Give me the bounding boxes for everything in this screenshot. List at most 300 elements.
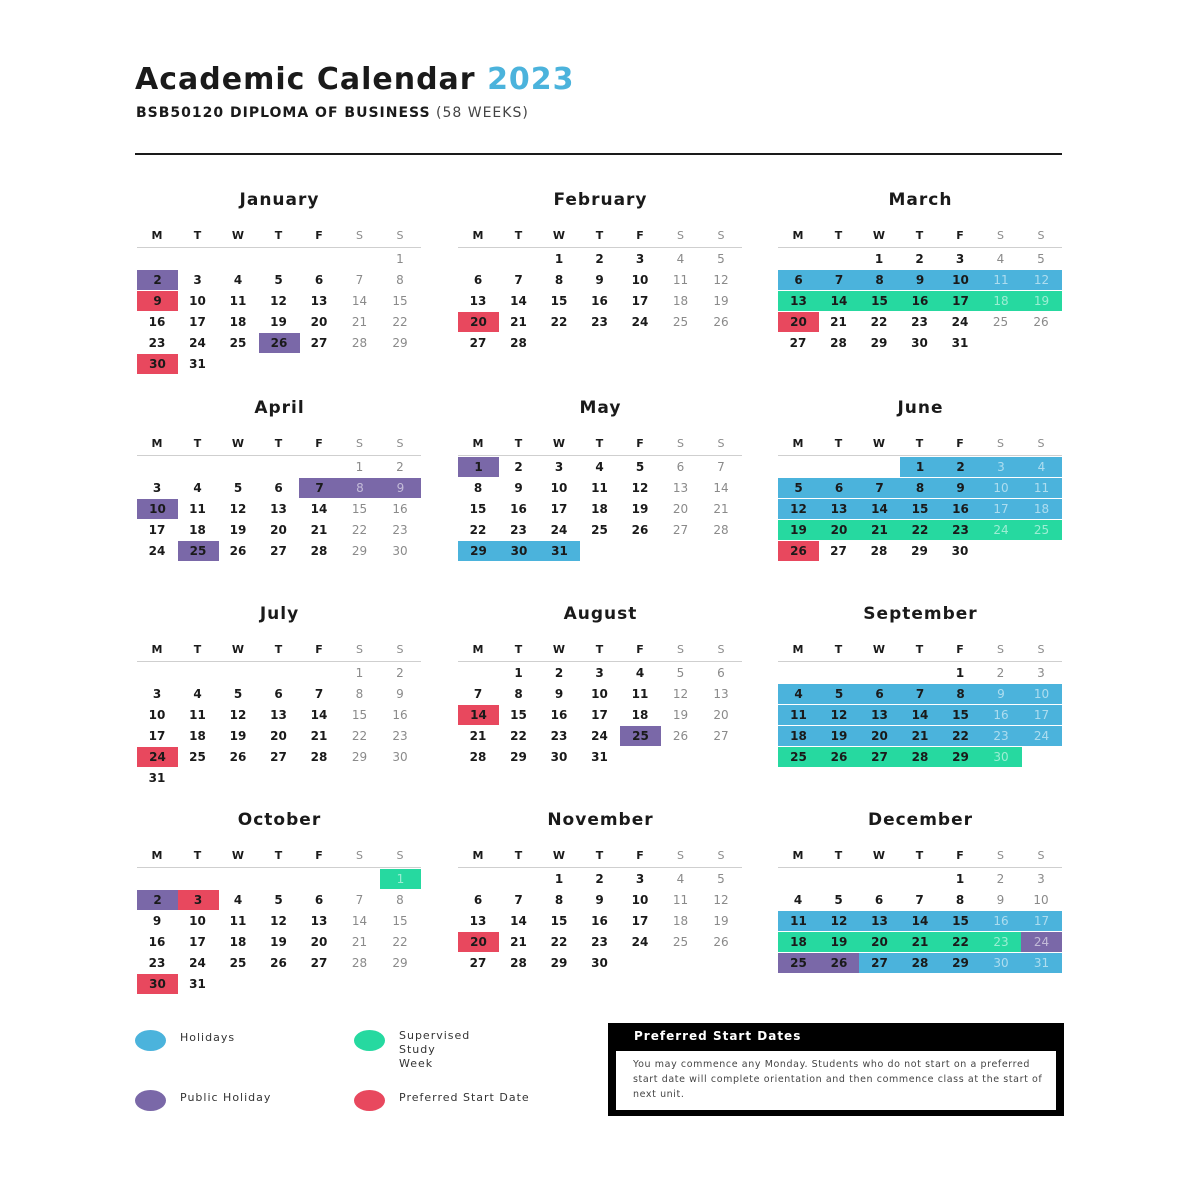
day-cell: 20 — [819, 520, 860, 540]
day-cell: 3 — [981, 457, 1022, 477]
weekday-header: M — [472, 643, 484, 656]
month-october — [137, 810, 422, 1000]
day-cell: 1 — [554, 252, 564, 266]
day-cell: 5 — [274, 893, 283, 907]
day-cell: 17 — [189, 315, 206, 329]
day-cell: 15 — [550, 294, 568, 308]
day-cell: 10 — [189, 294, 206, 308]
day-cell: 20 — [458, 932, 499, 952]
course-name: BSB50120 DIPLOMA OF BUSINESS — [136, 105, 431, 121]
month-may — [458, 398, 743, 588]
day-cell: 7 — [514, 273, 523, 287]
day-cell: 22 — [469, 523, 487, 537]
day-cell: 7 — [717, 460, 725, 474]
day-cell: 23 — [510, 523, 527, 537]
day-cell: 1 — [900, 457, 941, 477]
day-cell: 1 — [355, 666, 364, 680]
day-cell: 20 — [270, 523, 287, 537]
day-cell: 8 — [473, 481, 483, 495]
day-cell: 1 — [874, 252, 884, 266]
day-cell: 30 — [499, 541, 540, 561]
weekday-header: S — [356, 849, 363, 862]
weekday-divider — [137, 247, 421, 248]
day-cell: 9 — [380, 478, 421, 498]
day-cell: 26 — [819, 953, 860, 973]
day-cell: 25 — [178, 541, 219, 561]
day-cell: 28 — [900, 747, 941, 767]
day-cell: 9 — [137, 291, 178, 311]
day-cell: 24 — [148, 544, 166, 558]
day-cell: 25 — [672, 315, 689, 329]
day-cell: 12 — [713, 893, 729, 907]
weekday-header: S — [396, 437, 404, 450]
day-cell: 2 — [996, 872, 1005, 886]
day-cell: 20 — [672, 502, 689, 516]
day-cell: 1 — [380, 869, 421, 889]
day-cell: 9 — [554, 687, 564, 701]
day-cell: 3 — [595, 666, 604, 680]
day-cell: 28 — [310, 750, 328, 764]
day-cell: 11 — [189, 502, 206, 516]
day-cell: 12 — [713, 273, 729, 287]
month-name: November — [547, 810, 654, 830]
day-cell: 20 — [778, 312, 819, 332]
day-cell: 15 — [469, 502, 487, 516]
page-subtitle — [136, 105, 529, 121]
day-cell: 9 — [996, 893, 1005, 907]
day-cell: 11 — [229, 914, 247, 928]
day-cell: 9 — [152, 914, 162, 928]
day-cell: 17 — [189, 935, 206, 949]
day-cell: 13 — [469, 294, 487, 308]
day-cell: 27 — [310, 956, 328, 970]
weekday-header: M — [792, 643, 804, 656]
day-cell: 14 — [900, 911, 941, 931]
weekday-header: S — [997, 437, 1004, 450]
month-august — [458, 604, 743, 794]
day-cell: 16 — [148, 315, 166, 329]
month-name: February — [553, 190, 648, 210]
day-cell: 15 — [351, 502, 368, 516]
day-cell: 8 — [940, 684, 981, 704]
page-title — [135, 62, 575, 97]
day-cell: 9 — [396, 687, 404, 701]
day-cell: 17 — [631, 914, 649, 928]
day-cell: 25 — [672, 935, 689, 949]
day-cell: 5 — [233, 687, 243, 701]
day-cell: 22 — [940, 932, 981, 952]
day-cell: 19 — [713, 294, 729, 308]
day-cell: 26 — [229, 750, 247, 764]
day-cell: 4 — [193, 481, 202, 495]
day-cell: 10 — [148, 708, 166, 722]
day-cell: 23 — [940, 520, 981, 540]
preferred-start-swatch-icon — [354, 1090, 385, 1111]
day-cell: 6 — [717, 666, 725, 680]
day-cell: 1 — [955, 666, 965, 680]
day-cell: 3 — [1037, 666, 1045, 680]
day-cell: 18 — [778, 932, 819, 952]
day-cell: 18 — [631, 708, 649, 722]
weekday-header: T — [915, 229, 924, 242]
weekday-header: M — [151, 437, 163, 450]
day-cell: 15 — [859, 291, 900, 311]
weekday-header: W — [872, 643, 886, 656]
day-cell: 15 — [351, 708, 368, 722]
day-cell: 23 — [981, 932, 1022, 952]
day-cell: 2 — [915, 252, 924, 266]
weekday-header: M — [151, 849, 163, 862]
day-cell: 22 — [351, 523, 368, 537]
day-cell: 10 — [940, 270, 981, 290]
day-cell: 16 — [591, 914, 608, 928]
title-year: 2023 — [487, 62, 575, 97]
weekday-header: T — [514, 849, 523, 862]
day-cell: 29 — [351, 750, 368, 764]
day-cell: 20 — [270, 729, 287, 743]
weekday-header: S — [677, 643, 684, 656]
day-cell: 11 — [229, 294, 247, 308]
weekday-header: S — [677, 437, 684, 450]
weekday-divider — [137, 867, 421, 868]
day-cell: 31 — [539, 541, 580, 561]
day-cell: 11 — [591, 481, 608, 495]
day-cell: 14 — [351, 294, 368, 308]
holidays-swatch-icon — [135, 1030, 166, 1051]
day-cell: 3 — [635, 252, 645, 266]
month-june — [778, 398, 1063, 588]
day-cell: 12 — [270, 294, 287, 308]
month-name: December — [867, 810, 974, 830]
day-cell: 15 — [510, 708, 527, 722]
day-cell: 14 — [351, 914, 368, 928]
day-cell: 10 — [189, 914, 206, 928]
weekday-header: W — [552, 849, 566, 862]
weekday-header: M — [472, 437, 484, 450]
note-body — [616, 1051, 1056, 1110]
day-cell: 5 — [676, 666, 685, 680]
day-cell: 29 — [550, 956, 568, 970]
day-cell: 4 — [778, 684, 819, 704]
day-cell: 27 — [469, 336, 487, 350]
day-cell: 22 — [392, 315, 408, 329]
day-cell: 3 — [955, 252, 965, 266]
day-cell: 30 — [137, 974, 178, 994]
weekday-header: T — [595, 437, 604, 450]
weekday-header: T — [595, 643, 604, 656]
day-cell: 14 — [310, 708, 328, 722]
weekday-header: F — [315, 229, 323, 242]
day-cell: 20 — [713, 708, 729, 722]
legend-label: Holidays — [180, 1031, 236, 1044]
day-cell: 26 — [1033, 315, 1049, 329]
day-cell: 25 — [778, 953, 819, 973]
day-cell: 16 — [981, 911, 1022, 931]
legend-label: Preferred Start Date — [399, 1091, 530, 1104]
day-cell: 1 — [514, 666, 523, 680]
day-cell: 14 — [458, 705, 499, 725]
day-cell: 30 — [951, 544, 969, 558]
day-cell: 28 — [351, 956, 368, 970]
day-cell: 1 — [355, 460, 364, 474]
day-cell: 2 — [396, 460, 404, 474]
day-cell: 19 — [229, 729, 247, 743]
day-cell: 16 — [900, 291, 941, 311]
day-cell: 24 — [189, 336, 206, 350]
month-name: April — [254, 398, 305, 418]
day-cell: 7 — [859, 478, 900, 498]
day-cell: 15 — [940, 911, 981, 931]
day-cell: 21 — [510, 935, 527, 949]
day-cell: 30 — [981, 747, 1022, 767]
day-cell: 6 — [676, 460, 685, 474]
day-cell: 9 — [595, 273, 604, 287]
day-cell: 22 — [550, 935, 568, 949]
day-cell: 6 — [473, 893, 483, 907]
day-cell: 4 — [676, 872, 685, 886]
legend-label: Public Holiday — [180, 1091, 272, 1104]
day-cell: 4 — [676, 252, 685, 266]
day-cell: 3 — [554, 460, 564, 474]
weekday-divider — [458, 661, 742, 662]
day-cell: 16 — [550, 708, 568, 722]
day-cell: 20 — [859, 726, 900, 746]
weekday-header: W — [872, 437, 886, 450]
day-cell: 28 — [351, 336, 368, 350]
day-cell: 12 — [631, 481, 649, 495]
day-cell: 18 — [672, 914, 689, 928]
day-cell: 22 — [940, 726, 981, 746]
day-cell: 26 — [778, 541, 819, 561]
weekday-header: T — [193, 437, 202, 450]
day-cell: 22 — [351, 729, 368, 743]
day-cell: 6 — [874, 893, 884, 907]
day-cell: 24 — [1021, 932, 1062, 952]
day-cell: 2 — [996, 666, 1005, 680]
weekday-header: T — [834, 229, 843, 242]
day-cell: 12 — [672, 687, 689, 701]
day-cell: 1 — [955, 872, 965, 886]
day-cell: 30 — [981, 953, 1022, 973]
day-cell: 23 — [550, 729, 568, 743]
day-cell: 24 — [591, 729, 608, 743]
day-cell: 4 — [996, 252, 1005, 266]
supervised-swatch-icon — [354, 1030, 385, 1051]
day-cell: 14 — [900, 705, 941, 725]
day-cell: 9 — [514, 481, 523, 495]
day-cell: 31 — [189, 357, 206, 371]
weekday-header: T — [193, 229, 202, 242]
day-cell: 16 — [940, 499, 981, 519]
day-cell: 27 — [469, 956, 487, 970]
day-cell: 16 — [981, 705, 1022, 725]
month-name: September — [863, 604, 978, 624]
day-cell: 15 — [900, 499, 941, 519]
day-cell: 29 — [392, 956, 408, 970]
day-cell: 24 — [631, 935, 649, 949]
weekday-divider — [458, 247, 742, 248]
weekday-header: F — [636, 643, 644, 656]
day-cell: 2 — [396, 666, 404, 680]
day-cell: 3 — [152, 481, 162, 495]
weekday-header: T — [595, 229, 604, 242]
weekday-header: S — [997, 643, 1004, 656]
month-march — [778, 190, 1063, 380]
weekday-header: T — [514, 229, 523, 242]
day-cell: 27 — [830, 544, 847, 558]
day-cell: 8 — [554, 273, 564, 287]
weekday-header: F — [315, 849, 323, 862]
day-cell: 13 — [469, 914, 487, 928]
day-cell: 24 — [631, 315, 649, 329]
note-title: Preferred Start Dates — [634, 1029, 802, 1043]
day-cell: 10 — [1033, 893, 1049, 907]
day-cell: 24 — [951, 315, 969, 329]
day-cell: 27 — [310, 336, 328, 350]
day-cell: 9 — [940, 478, 981, 498]
day-cell: 19 — [631, 502, 649, 516]
day-cell: 17 — [631, 294, 649, 308]
day-cell: 28 — [900, 953, 941, 973]
day-cell: 7 — [514, 893, 523, 907]
day-cell: 24 — [981, 520, 1022, 540]
day-cell: 3 — [635, 872, 645, 886]
day-cell: 28 — [870, 544, 888, 558]
day-cell: 13 — [859, 705, 900, 725]
weekday-header: T — [915, 643, 924, 656]
day-cell: 16 — [591, 294, 608, 308]
title-text: Academic Calendar — [135, 62, 476, 97]
header-divider — [135, 153, 1062, 155]
day-cell: 24 — [189, 956, 206, 970]
day-cell: 14 — [310, 502, 328, 516]
day-cell: 9 — [595, 893, 604, 907]
day-cell: 5 — [834, 893, 843, 907]
day-cell: 30 — [911, 336, 928, 350]
day-cell: 27 — [789, 336, 807, 350]
day-cell: 19 — [819, 726, 860, 746]
weekday-divider — [458, 867, 742, 868]
day-cell: 16 — [392, 502, 408, 516]
day-cell: 24 — [137, 747, 178, 767]
day-cell: 4 — [635, 666, 645, 680]
day-cell: 29 — [940, 747, 981, 767]
weekday-header: M — [792, 229, 804, 242]
day-cell: 2 — [137, 890, 178, 910]
day-cell: 3 — [1037, 872, 1045, 886]
day-cell: 15 — [392, 914, 408, 928]
public-holiday-swatch-icon — [135, 1090, 166, 1111]
day-cell: 15 — [940, 705, 981, 725]
day-cell: 15 — [392, 294, 408, 308]
weekday-header: S — [717, 437, 725, 450]
day-cell: 8 — [554, 893, 564, 907]
weekday-header: S — [717, 643, 725, 656]
day-cell: 11 — [672, 273, 689, 287]
weekday-divider — [458, 455, 742, 456]
day-cell: 21 — [510, 315, 527, 329]
day-cell: 23 — [591, 315, 608, 329]
weekday-header: S — [356, 643, 363, 656]
day-cell: 29 — [940, 953, 981, 973]
day-cell: 1 — [458, 457, 499, 477]
day-cell: 8 — [955, 893, 965, 907]
weekday-header: F — [636, 849, 644, 862]
day-cell: 4 — [1021, 457, 1062, 477]
day-cell: 12 — [229, 708, 247, 722]
weekday-header: T — [274, 643, 283, 656]
weekday-header: F — [315, 437, 323, 450]
weekday-header: S — [396, 849, 404, 862]
weekday-divider — [137, 455, 421, 456]
day-cell: 12 — [229, 502, 247, 516]
weekday-header: S — [356, 229, 363, 242]
weekday-header: W — [552, 643, 566, 656]
month-december — [778, 810, 1063, 1000]
day-cell: 25 — [992, 315, 1009, 329]
day-cell: 14 — [510, 294, 527, 308]
day-cell: 27 — [713, 729, 729, 743]
day-cell: 27 — [270, 544, 287, 558]
weekday-header: T — [834, 849, 843, 862]
month-name: July — [259, 604, 300, 624]
day-cell: 25 — [189, 750, 206, 764]
day-cell: 26 — [631, 523, 649, 537]
day-cell: 29 — [458, 541, 499, 561]
day-cell: 4 — [193, 687, 202, 701]
day-cell: 29 — [392, 336, 408, 350]
month-name: June — [897, 398, 944, 418]
day-cell: 30 — [550, 750, 568, 764]
day-cell: 9 — [981, 684, 1022, 704]
day-cell: 22 — [510, 729, 527, 743]
day-cell: 13 — [270, 708, 287, 722]
weekday-header: T — [834, 643, 843, 656]
day-cell: 21 — [351, 935, 368, 949]
day-cell: 17 — [148, 523, 166, 537]
day-cell: 23 — [392, 523, 408, 537]
weekday-header: T — [274, 849, 283, 862]
day-cell: 25 — [778, 747, 819, 767]
day-cell: 18 — [189, 729, 206, 743]
weekday-header: T — [595, 849, 604, 862]
day-cell: 3 — [193, 273, 202, 287]
day-cell: 4 — [233, 893, 243, 907]
weekday-header: F — [956, 849, 964, 862]
day-cell: 7 — [355, 893, 364, 907]
weekday-header: W — [231, 229, 245, 242]
month-name: January — [239, 190, 320, 210]
day-cell: 17 — [1021, 705, 1062, 725]
month-name: May — [579, 398, 622, 418]
day-cell: 29 — [870, 336, 888, 350]
weekday-header: M — [151, 643, 163, 656]
day-cell: 13 — [819, 499, 860, 519]
legend-label: Supervised Study Week — [399, 1029, 471, 1070]
day-cell: 11 — [778, 911, 819, 931]
day-cell: 28 — [510, 956, 527, 970]
day-cell: 6 — [819, 478, 860, 498]
day-cell: 7 — [915, 893, 924, 907]
day-cell: 15 — [550, 914, 568, 928]
month-april — [137, 398, 422, 588]
weekday-header: T — [834, 437, 843, 450]
day-cell: 11 — [981, 270, 1022, 290]
weekday-header: W — [231, 437, 245, 450]
day-cell: 22 — [900, 520, 941, 540]
day-cell: 21 — [310, 729, 328, 743]
preferred-start-dates-box — [608, 1023, 1064, 1116]
